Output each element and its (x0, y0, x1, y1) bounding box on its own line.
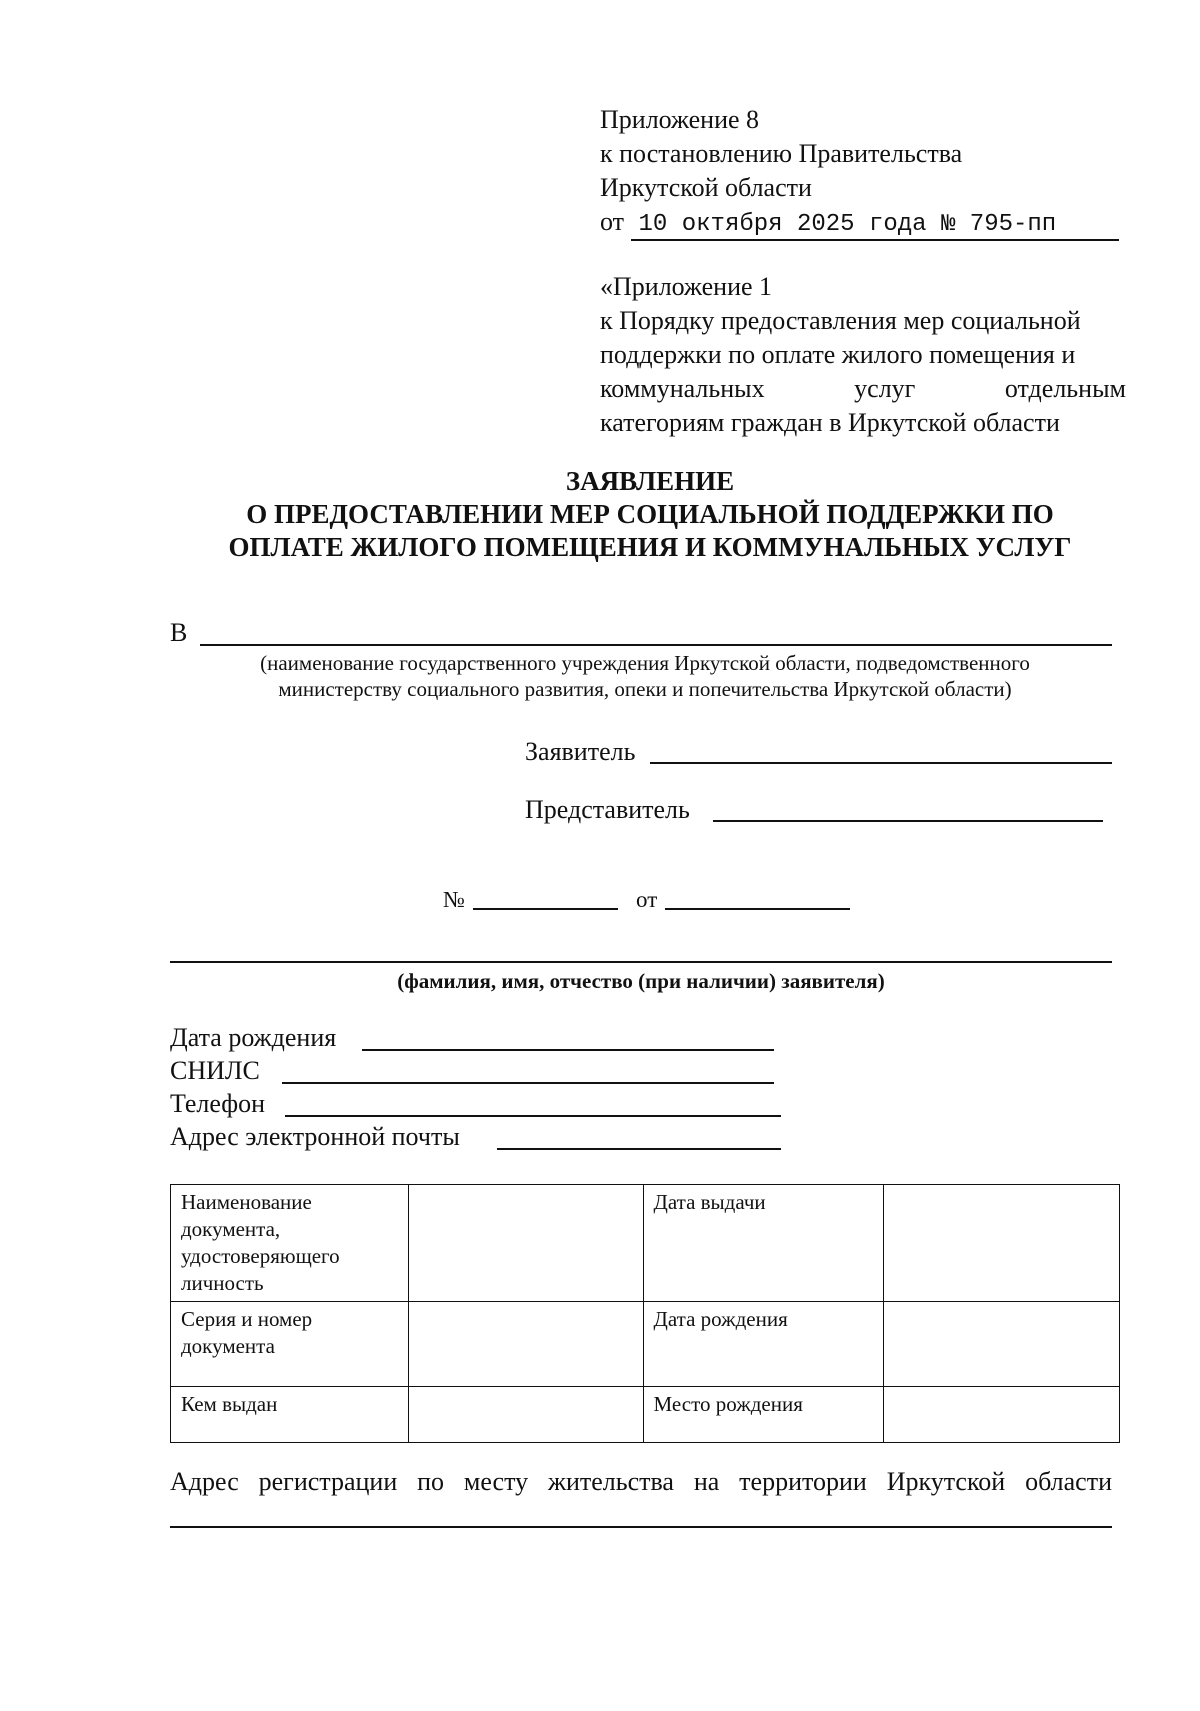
email-label: Адрес электронной почты (170, 1122, 460, 1151)
applicant-input-line[interactable] (650, 762, 1112, 764)
annex-line-4-word-2: услуг (854, 374, 916, 403)
title-line-1: ЗАЯВЛЕНИЕ (565, 466, 735, 496)
annex-line-4 (600, 372, 1126, 406)
issue-date-value[interactable] (884, 1185, 1120, 1302)
issued-by-value[interactable] (408, 1387, 643, 1443)
registration-address-input-line[interactable] (170, 1526, 1112, 1528)
annex-line-4-word-3: отдельным (1004, 374, 1126, 403)
doc-name-label: Наименование документа, удостоверяющего личность (171, 1185, 409, 1302)
appendix-from-label: от (600, 207, 625, 236)
birth-place-value[interactable] (884, 1387, 1120, 1443)
annex-line-1: «Приложение 1 (600, 272, 773, 301)
addressee-prefix: В (170, 618, 188, 647)
issue-date-label: Дата выдачи (643, 1185, 884, 1302)
table-row (171, 1387, 1120, 1443)
table-birth-date-value[interactable] (884, 1302, 1120, 1387)
table-row (171, 1302, 1120, 1387)
fio-input-line[interactable] (170, 961, 1112, 963)
appendix-date-number: 10 октября 2025 года № 795-пп (631, 211, 1119, 241)
number-label: № (443, 887, 465, 912)
birth-date-label: Дата рождения (170, 1023, 337, 1052)
document-title (130, 465, 1170, 564)
addressee-note-line-2: министерству социального развития, опеки и попечительства Иркутской области) (278, 677, 1012, 701)
addressee-note-line-1: (наименование государственного учреждения Иркутской области, подведомственного (260, 651, 1030, 675)
appendix-line-3: Иркутской области (600, 173, 812, 202)
date-input-line[interactable] (665, 908, 850, 910)
doc-name-value[interactable] (408, 1185, 643, 1302)
annex-header (600, 270, 1126, 440)
annex-line-5: категориям граждан в Иркутской области (600, 408, 1060, 437)
phone-input-line[interactable] (285, 1115, 781, 1117)
series-number-value[interactable] (408, 1302, 643, 1387)
appendix-line-1: Приложение 8 (600, 105, 760, 134)
addressee-note (150, 650, 1140, 702)
birth-date-input-line[interactable] (362, 1049, 774, 1051)
appendix-header (600, 103, 1126, 241)
applicant-label: Заявитель (525, 737, 636, 766)
appendix-line-2: к постановлению Правительства (600, 139, 963, 168)
addressee-input-line[interactable] (200, 644, 1112, 646)
table-row (171, 1185, 1120, 1302)
identity-document-table (170, 1184, 1120, 1443)
representative-label: Представитель (525, 795, 690, 824)
series-number-label: Серия и номер документа (171, 1302, 409, 1387)
title-line-2: О ПРЕДОСТАВЛЕНИИ МЕР СОЦИАЛЬНОЙ ПОДДЕРЖКИ ПО (246, 499, 1054, 529)
snils-input-line[interactable] (282, 1082, 774, 1084)
birth-place-label: Место рождения (643, 1387, 884, 1443)
annex-line-3: поддержки по оплате жилого помещения и (600, 340, 1076, 369)
title-line-3: ОПЛАТЕ ЖИЛОГО ПОМЕЩЕНИЯ И КОММУНАЛЬНЫХ УСЛУГ (228, 532, 1072, 562)
date-from-label: от (636, 887, 658, 912)
email-input-line[interactable] (497, 1148, 781, 1150)
table-birth-date-label: Дата рождения (643, 1302, 884, 1387)
appendix-date-row (600, 205, 1126, 241)
fio-note: (фамилия, имя, отчество (при наличии) заявителя) (397, 969, 885, 993)
number-input-line[interactable] (473, 908, 618, 910)
annex-line-2: к Порядку предоставления мер социальной (600, 306, 1081, 335)
registration-address-label: Адрес регистрации по месту жительства на территории Иркутской области (170, 1467, 1112, 1496)
phone-label: Телефон (170, 1089, 266, 1118)
issued-by-label: Кем выдан (171, 1387, 409, 1443)
representative-input-line[interactable] (713, 820, 1103, 822)
annex-line-4-word-1: коммунальных (600, 374, 765, 403)
snils-label: СНИЛС (170, 1056, 260, 1085)
